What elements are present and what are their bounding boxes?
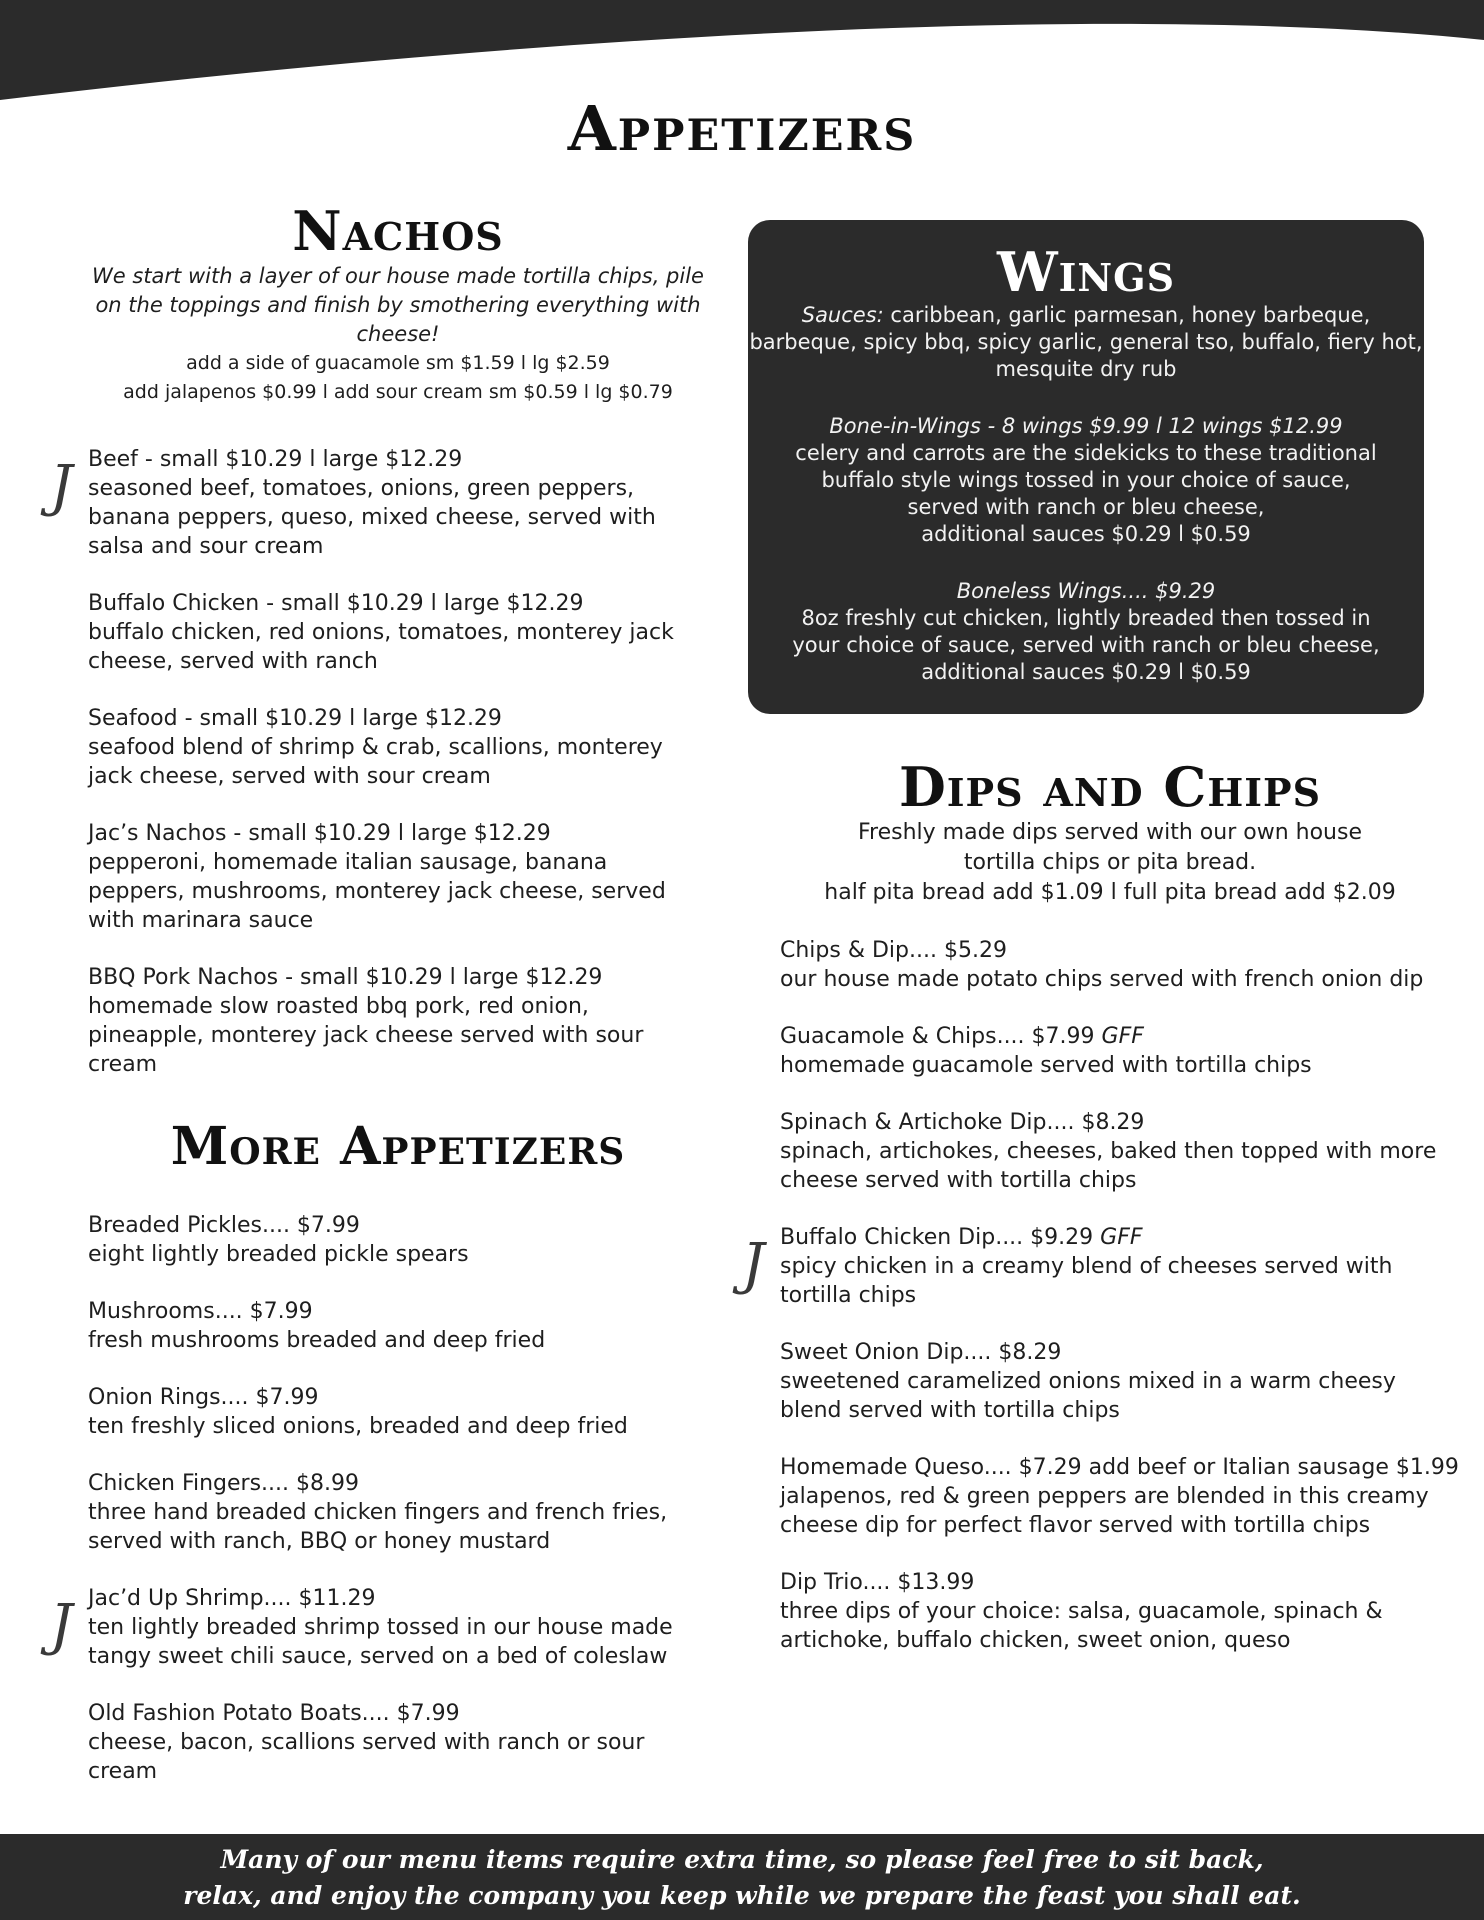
item-name-text: Homemade Queso.... $7.29 add beef or Italian sausage $1.99 xyxy=(780,1455,1459,1480)
wings-section xyxy=(748,220,1424,714)
item-name: Chicken Fingers.... $8.99 xyxy=(88,1471,360,1496)
item-name: Buffalo Chicken - small $10.29 l large $12.29 xyxy=(88,591,584,616)
item-description: three dips of your choice: salsa, guacamole, spinach & artichoke, buffalo chicken, sweet onion, queso xyxy=(780,1599,1383,1653)
menu-item-onion-rings xyxy=(88,1383,708,1441)
menu-item-potato-boats xyxy=(88,1699,708,1786)
item-description: jalapenos, red & green peppers are blended in this creamy cheese dip for perfect flavor served with tortilla chips xyxy=(780,1484,1429,1538)
sauces-list: caribbean, garlic parmesan, honey barbeque, barbeque, spicy bbq, spicy garlic, general tso, buffalo, fiery hot, mesquite dry rub xyxy=(749,303,1423,381)
more-appetizers-section xyxy=(50,1116,708,1786)
wings-title: Wings xyxy=(996,240,1176,304)
menu-item-homemade-queso xyxy=(780,1453,1460,1540)
bone-in-wings-desc: served with ranch or bleu cheese, xyxy=(907,495,1265,519)
left-column xyxy=(50,199,708,1814)
menu-item-buffalo-chicken-nachos xyxy=(88,589,708,676)
menu-item-spinach-artichoke-dip xyxy=(780,1108,1460,1195)
item-name xyxy=(780,1108,1460,1137)
item-description: three hand breaded chicken fingers and french fries, served with ranch, BBQ or honey mustard xyxy=(88,1500,668,1554)
item-description: cheese, bacon, scallions served with ranch or sour cream xyxy=(88,1730,645,1784)
dips-items xyxy=(742,936,1460,1655)
jac-signature-mark: J xyxy=(50,454,73,519)
jac-signature-mark: J xyxy=(50,1593,73,1658)
item-description: eight lightly breaded pickle spears xyxy=(88,1242,469,1267)
nachos-section xyxy=(50,199,708,1079)
item-name-text: Guacamole & Chips.... $7.99 xyxy=(780,1024,1095,1049)
bone-in-wings-desc: additional sauces $0.29 l $0.59 xyxy=(921,522,1251,546)
item-name xyxy=(780,936,1460,965)
item-description: buffalo chicken, red onions, tomatoes, monterey jack cheese, served with ranch xyxy=(88,620,674,674)
boneless-wings-title: Boneless Wings.... $9.29 xyxy=(956,579,1216,603)
wings-sauces xyxy=(748,302,1424,383)
item-name xyxy=(780,1223,1460,1252)
item-name: Old Fashion Potato Boats.... $7.99 xyxy=(88,1701,460,1726)
menu-item-mushrooms xyxy=(88,1297,708,1355)
menu-item-dip-trio xyxy=(780,1568,1460,1655)
item-name-text: Chips & Dip.... $5.29 xyxy=(780,938,1007,963)
item-name-text: Spinach & Artichoke Dip.... $8.29 xyxy=(780,1110,1145,1135)
item-name-text: Buffalo Chicken Dip.... $9.29 xyxy=(780,1225,1094,1250)
menu-item-beef-nachos xyxy=(50,445,708,561)
jac-signature-mark: J xyxy=(742,1232,765,1297)
menu-item-chicken-fingers xyxy=(88,1469,708,1556)
bone-in-wings-desc: celery and carrots are the sidekicks to these traditional xyxy=(795,441,1377,465)
menu-item-guacamole-chips xyxy=(780,1022,1460,1080)
item-name-text: Sweet Onion Dip.... $8.29 xyxy=(780,1340,1062,1365)
item-name xyxy=(780,1338,1460,1367)
footer-line: relax, and enjoy the company you keep while we prepare the feast you shall eat. xyxy=(183,1881,1301,1910)
dips-title: Dips and Chips xyxy=(898,755,1322,819)
menu-item-buffalo-chicken-dip xyxy=(742,1223,1460,1310)
menu-item-bbq-pork-nachos xyxy=(88,963,708,1079)
footer-banner xyxy=(0,1834,1484,1920)
menu-item-chips-and-dip xyxy=(780,936,1460,994)
item-name: Beef - small $10.29 l large $12.29 xyxy=(88,447,463,472)
item-name xyxy=(780,1022,1460,1051)
item-description: our house made potato chips served with french onion dip xyxy=(780,967,1424,992)
menu-item-jacd-up-shrimp xyxy=(50,1584,708,1671)
page-title: Appetizers xyxy=(567,92,917,165)
item-name: BBQ Pork Nachos - small $10.29 l large $12.29 xyxy=(88,965,603,990)
menu-item-sweet-onion-dip xyxy=(780,1338,1460,1425)
footer-line: Many of our menu items require extra time, so please feel free to sit back, xyxy=(220,1845,1264,1874)
item-name: Breaded Pickles.... $7.99 xyxy=(88,1213,360,1238)
boneless-wings-desc: your choice of sauce, served with ranch or bleu cheese, xyxy=(792,633,1380,657)
item-name: Jac’d Up Shrimp.... $11.29 xyxy=(88,1586,376,1611)
gff-tag: GFF xyxy=(1100,1225,1143,1250)
item-description: sweetened caramelized onions mixed in a warm cheesy blend served with tortilla chips xyxy=(780,1369,1396,1423)
item-description: ten lightly breaded shrimp tossed in our house made tangy sweet chili sauce, served on a bed of coleslaw xyxy=(88,1615,673,1669)
item-name: Mushrooms.... $7.99 xyxy=(88,1299,313,1324)
item-description: fresh mushrooms breaded and deep fried xyxy=(88,1328,546,1353)
item-name xyxy=(780,1453,1460,1482)
bone-in-wings-desc: buffalo style wings tossed in your choice of sauce, xyxy=(821,468,1351,492)
item-description: spicy chicken in a creamy blend of cheeses served with tortilla chips xyxy=(780,1254,1393,1308)
item-description: ten freshly sliced onions, breaded and deep fried xyxy=(88,1414,628,1439)
item-name: Onion Rings.... $7.99 xyxy=(88,1385,319,1410)
dips-pita-add: half pita bread add $1.09 l full pita bread add $2.09 xyxy=(824,880,1396,905)
item-description: homemade guacamole served with tortilla chips xyxy=(780,1053,1312,1078)
item-name: Seafood - small $10.29 l large $12.29 xyxy=(88,706,502,731)
item-description: seafood blend of shrimp & crab, scallions, monterey jack cheese, served with sour cream xyxy=(88,735,663,789)
menu-item-jacs-nachos xyxy=(88,819,708,935)
item-name-text: Dip Trio.... $13.99 xyxy=(780,1570,975,1595)
sauces-label: Sauces: xyxy=(801,303,884,327)
item-description: seasoned beef, tomatoes, onions, green peppers, banana peppers, queso, mixed cheese, served with salsa and sour cream xyxy=(88,476,656,559)
boneless-wings-desc: additional sauces $0.29 l $0.59 xyxy=(921,660,1251,684)
item-name: Jac’s Nachos - small $10.29 l large $12.29 xyxy=(88,821,551,846)
item-name xyxy=(780,1568,1460,1597)
nachos-title: Nachos xyxy=(292,199,504,263)
dips-intro: Freshly made dips served with our own house xyxy=(858,820,1362,845)
nachos-intro: We start with a layer of our house made tortilla chips, pile on the toppings and finish by smothering everything with cheese! xyxy=(92,264,704,346)
nachos-items xyxy=(50,445,708,1079)
menu-item-breaded-pickles xyxy=(88,1211,708,1269)
item-description: homemade slow roasted bbq pork, red onion, pineapple, monterey jack cheese served with sour cream xyxy=(88,994,644,1077)
dips-and-chips-section xyxy=(742,755,1460,1683)
nachos-add-guacamole: add a side of guacamole sm $1.59 l lg $2.59 xyxy=(186,352,610,374)
item-description: pepperoni, homemade italian sausage, banana peppers, mushrooms, monterey jack cheese, served with marinara sauce xyxy=(88,850,666,933)
menu-item-seafood-nachos xyxy=(88,704,708,791)
nachos-add-jalapenos: add jalapenos $0.99 l add sour cream sm $0.59 l lg $0.79 xyxy=(123,381,673,403)
boneless-wings-desc: 8oz freshly cut chicken, lightly breaded then tossed in xyxy=(801,606,1371,630)
bone-in-wings-title: Bone-in-Wings - 8 wings $9.99 l 12 wings $12.99 xyxy=(829,414,1343,438)
more-appetizers-title: More Appetizers xyxy=(170,1116,626,1177)
item-description: spinach, artichokes, cheeses, baked then topped with more cheese served with tortilla chips xyxy=(780,1139,1437,1193)
gff-tag: GFF xyxy=(1101,1024,1144,1049)
dips-intro: tortilla chips or pita bread. xyxy=(963,850,1257,875)
